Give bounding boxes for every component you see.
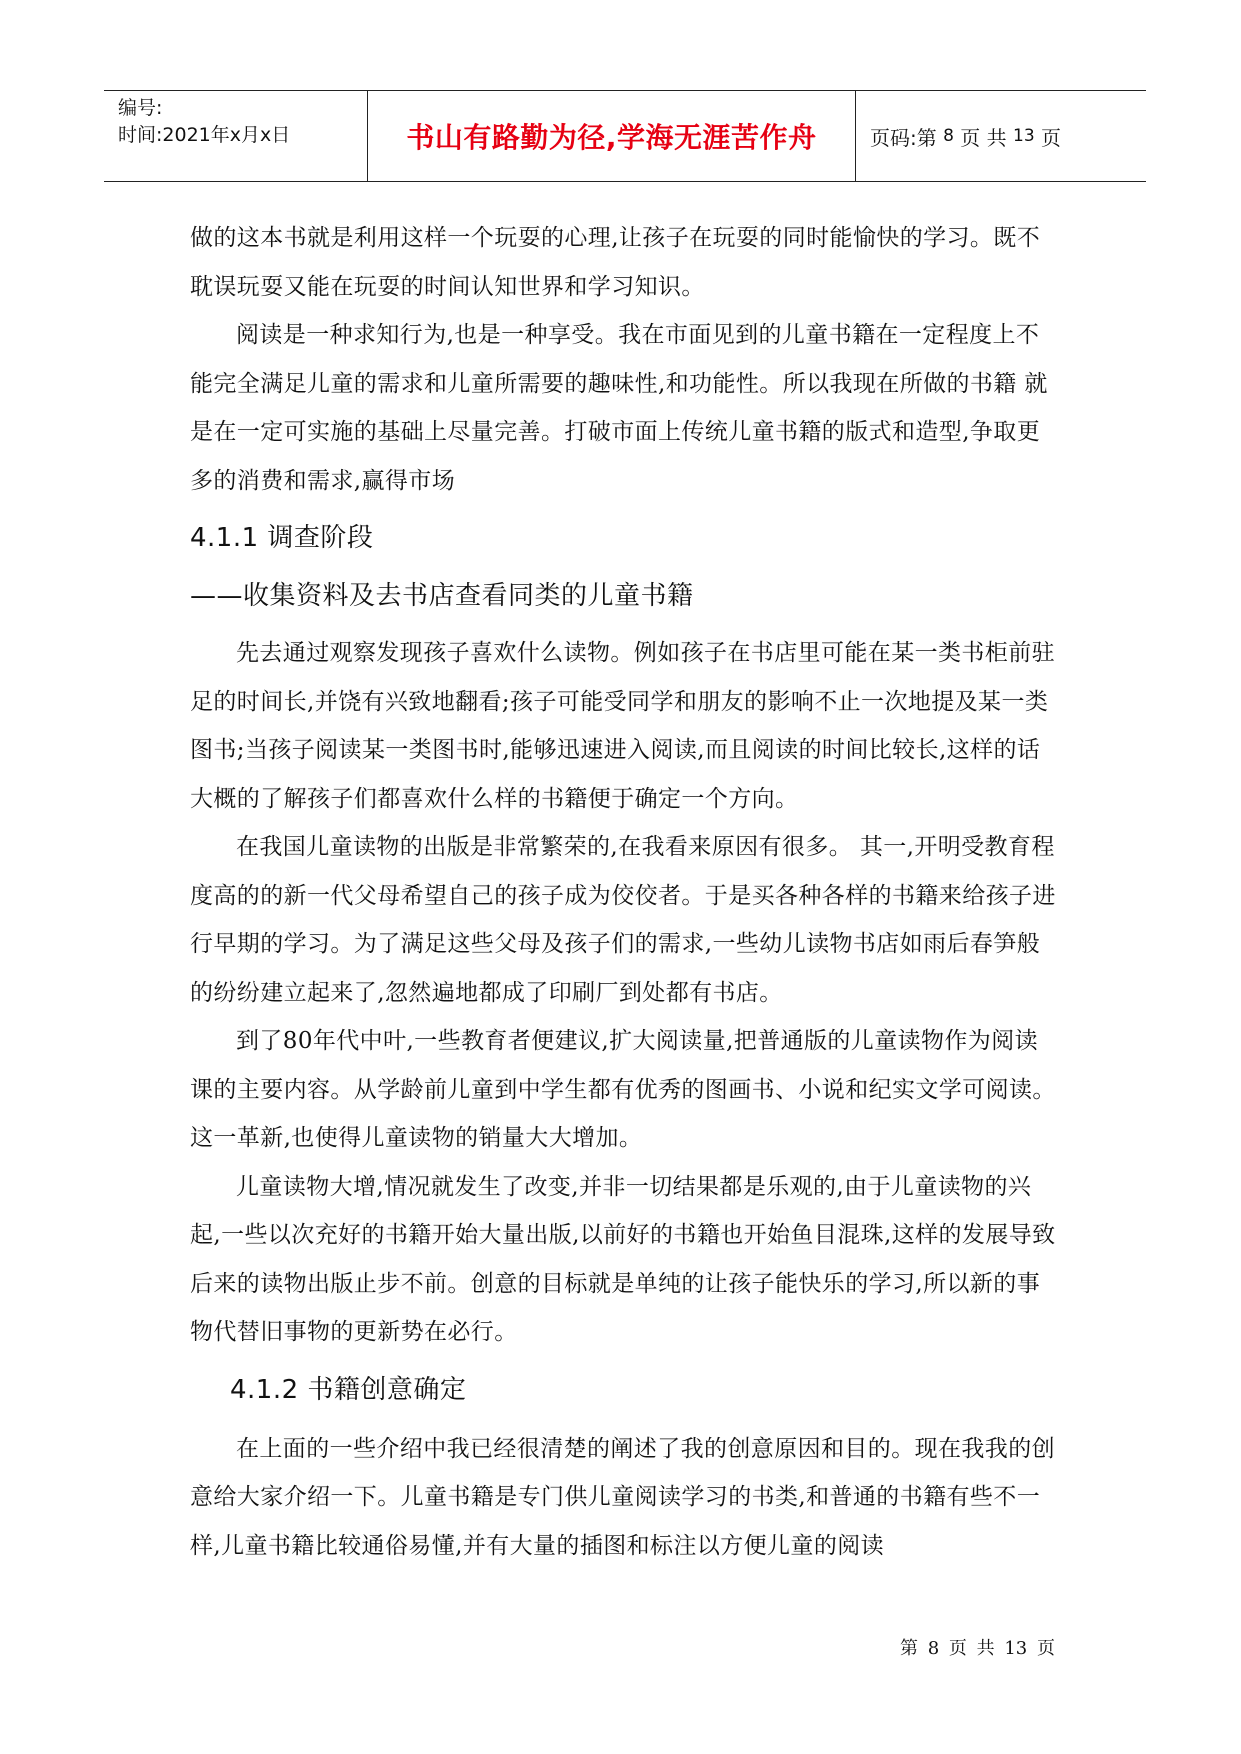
page-suffix: 页 [1041, 125, 1062, 150]
page-header [104, 90, 1146, 182]
page-footer: 第 8 页 共 13 页 [900, 1638, 1055, 1659]
page-prefix: 页码:第 [870, 125, 937, 150]
header-motto: 书山有路勤为径,学海无涯苦作舟 [368, 91, 856, 181]
document-body [190, 214, 1060, 1570]
page-mid: 页 共 [960, 125, 1007, 150]
document-number-label: 编号: [118, 97, 163, 119]
page-total: 13 [1013, 126, 1035, 146]
paragraph: 先去通过观察发现孩子喜欢什么读物。例如孩子在书店里可能在某一类书柜前驻足的时间长,并饶有兴致地翻看;孩子可能受同学和朋友的影响不止一次地提及某一类图书;当孩子阅读某一类图书时,能够迅速进入阅读,而且阅读的时间比较长,这样的话大概的了解孩子们都喜欢什么样的书籍便于确定一个方向。 [190, 640, 1055, 812]
paragraph: 在上面的一些介绍中我已经很清楚的阐述了我的创意原因和目的。现在我我的创意给大家介绍一下。儿童书籍是专门供儿童阅读学习的书类,和普通的书籍有些不一样,儿童书籍比较通俗易懂,并有大量的插图和标注以方便儿童的阅读 [190, 1435, 1055, 1559]
section-heading-4-1-2: 4.1.2 书籍创意确定 [230, 1374, 467, 1405]
header-meta [104, 91, 368, 181]
page-current: 8 [943, 126, 954, 146]
paragraph: 做的这本书就是利用这样一个玩耍的心理,让孩子在玩耍的同时能愉快的学习。既不耽误玩耍又能在玩耍的时间认知世界和学习知识。 [190, 225, 1041, 300]
paragraph: 儿童读物大增,情况就发生了改变,并非一切结果都是乐观的,由于儿童读物的兴起,一些以次充好的书籍开始大量出版,以前好的书籍也开始鱼目混珠,这样的发展导致后来的读物出版止步不前。创意的目标就是单纯的让孩子能快乐的学习,所以新的事物代替旧事物的更新势在必行。 [190, 1173, 1056, 1345]
section-subheading: ——收集资料及去书店查看同类的儿童书籍 [190, 581, 694, 611]
header-page-number [856, 91, 1146, 181]
section-heading-4-1-1: 4.1.1 调查阶段 [190, 523, 374, 553]
paragraph: 到了80年代中叶,一些教育者便建议,扩大阅读量,把普通版的儿童读物作为阅读课的主要内容。从学龄前儿童到中学生都有优秀的图画书、小说和纪实文学可阅读。这一革新,也使得儿童读物的销量大大增加。 [190, 1028, 1056, 1151]
paragraph: 在我国儿童读物的出版是非常繁荣的,在我看来原因有很多。 其一,开明受教育程度高的的新一代父母希望自己的孩子成为佼佼者。于是买各种各样的书籍来给孩子进行早期的学习。为了满足这些父母及孩子们的需求,一些幼儿读物书店如雨后春笋般的纷纷建立起来了,忽然遍地都成了印刷厂到处都有书店。 [190, 834, 1056, 1006]
paragraph: 阅读是一种求知行为,也是一种享受。我在市面见到的儿童书籍在一定程度上不能完全满足儿童的需求和儿童所需要的趣味性,和功能性。所以我现在所做的书籍 就是在一定可实施的基础上尽量完善。打破市面上传统儿童书籍的版式和造型,争取更多的消费和需求,赢得市场 [190, 322, 1048, 494]
document-time: 时间:2021年x月x日 [118, 124, 291, 146]
